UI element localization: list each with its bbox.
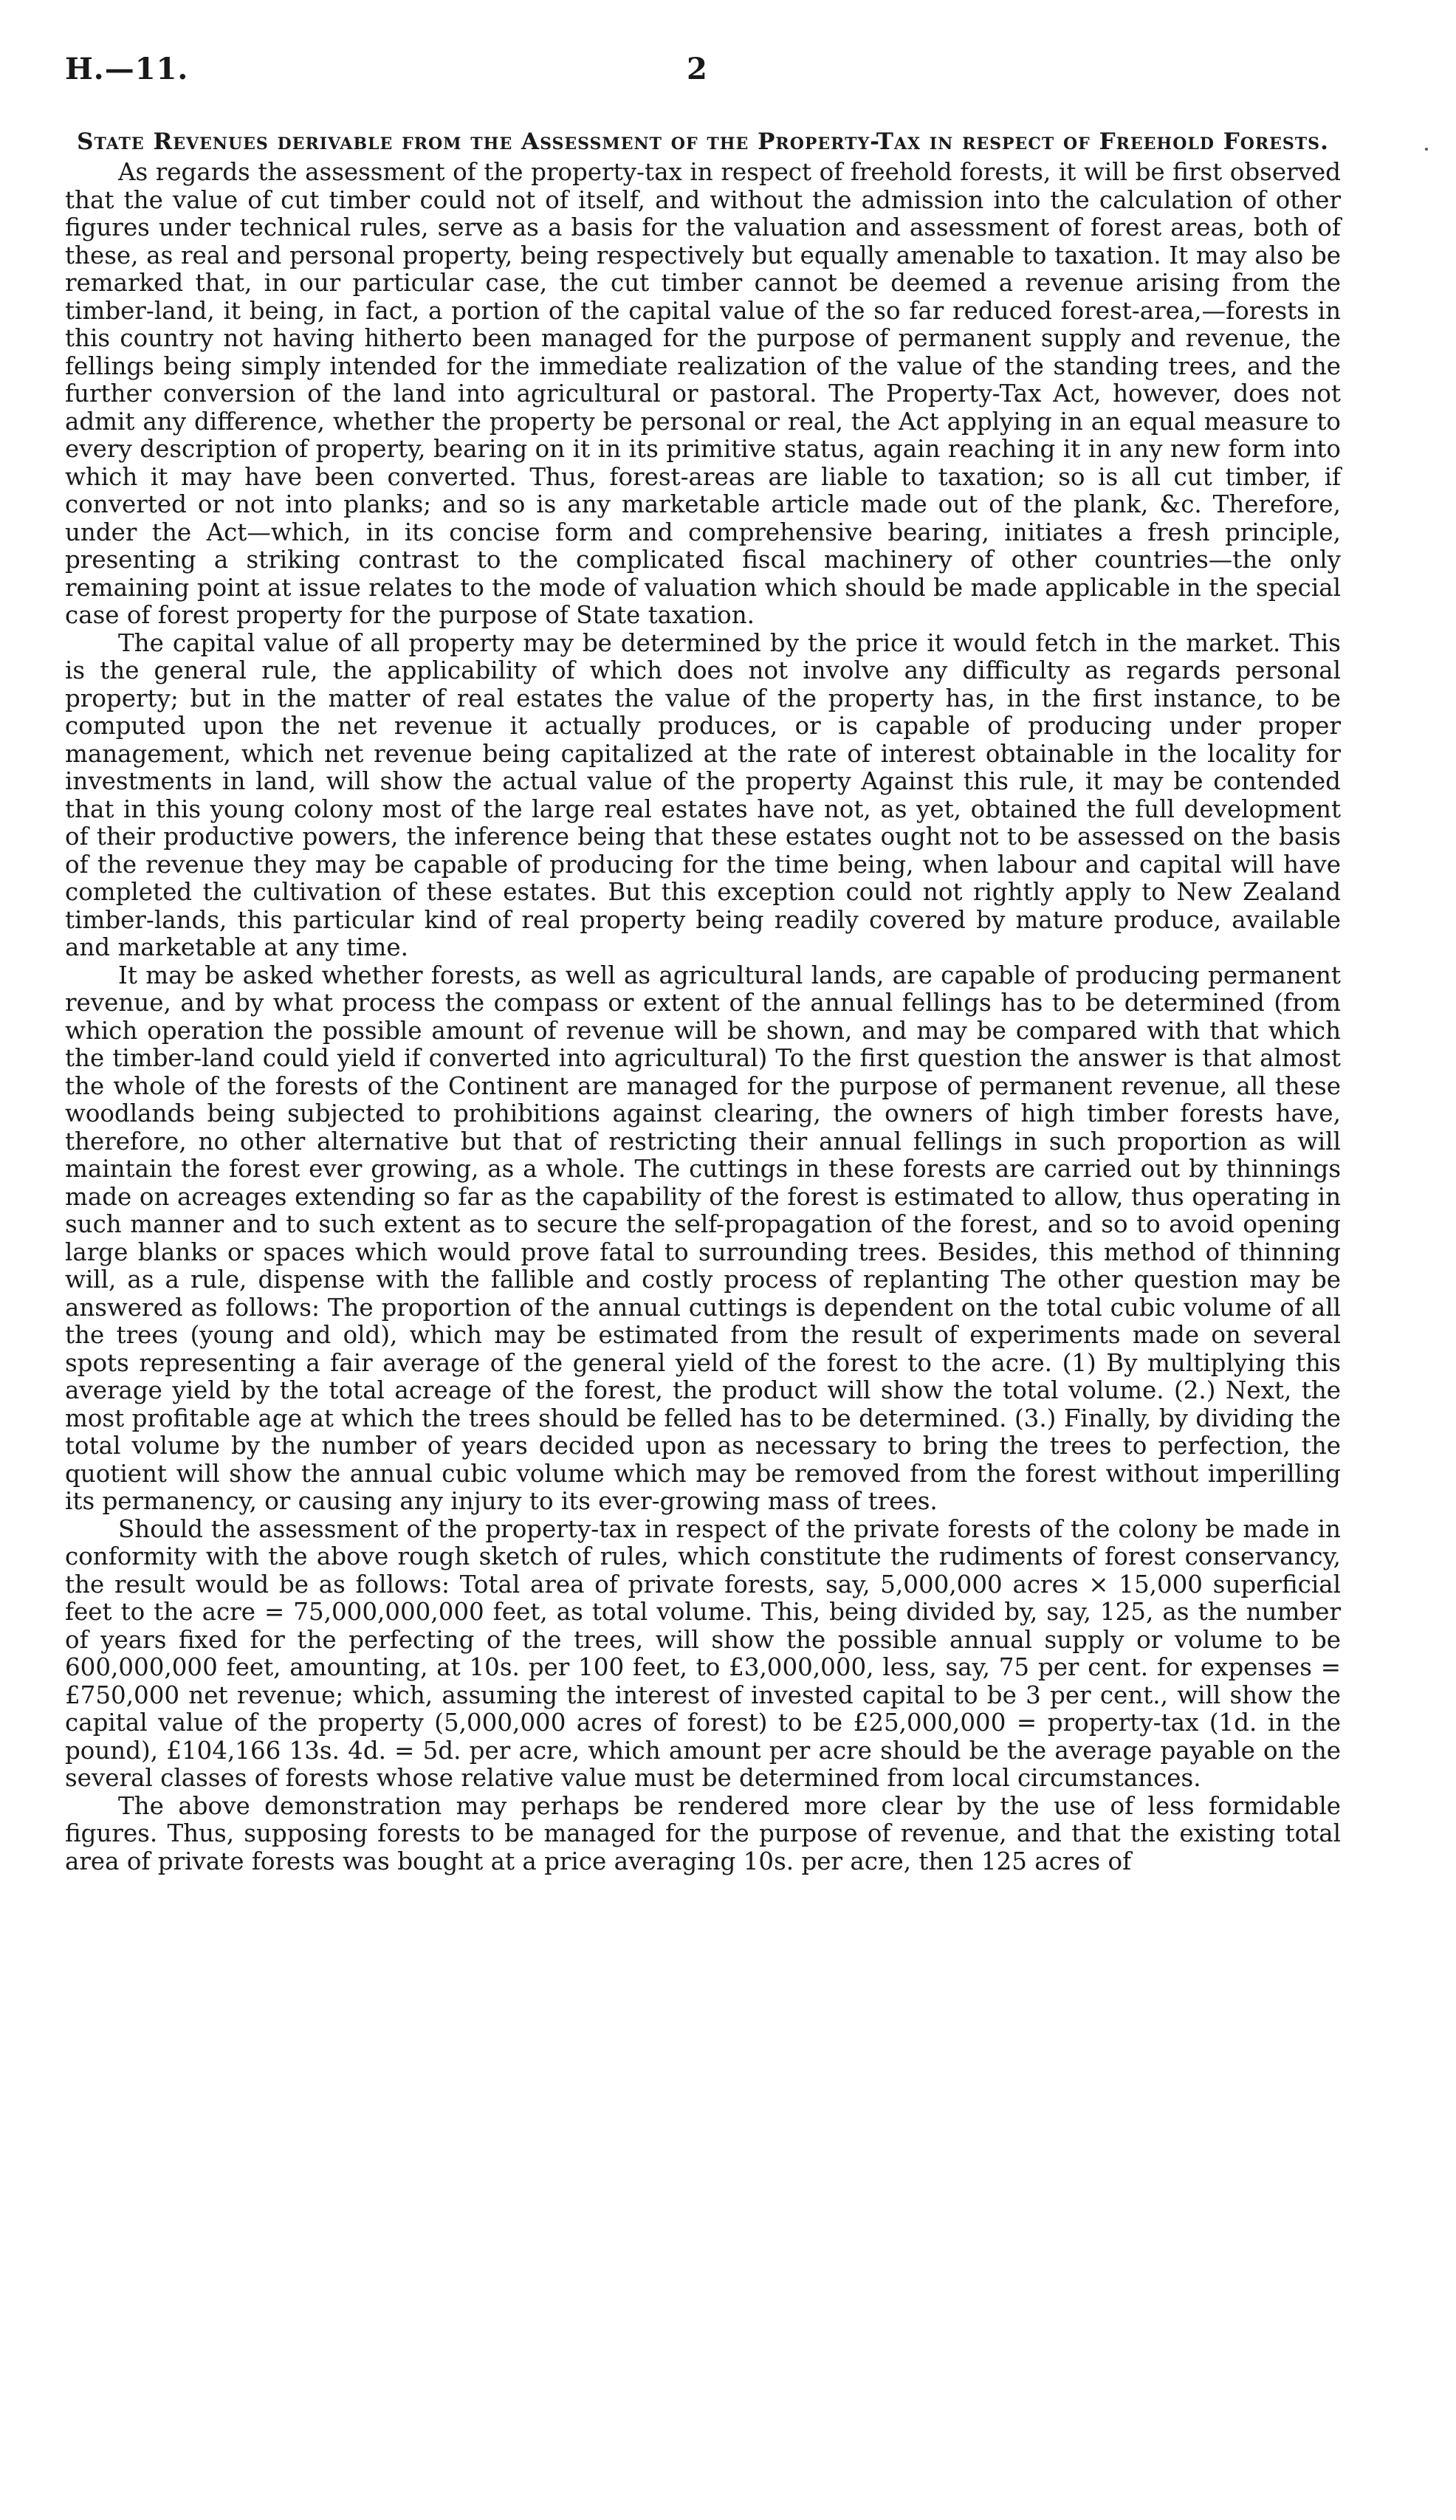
paragraph-1: As regards the assessment of the property-tax in respect of freehold forests, it will be first observed that the value of cut timber could not of itself, and without the admission into the calculation of other figures under technical rules, serve as a basis for the valuation and assessment of forest areas, both of these, as real and personal property, being respectively but equally amenable to taxation. It may also be remarked that, in our particular case, the cut timber cannot be deemed a revenue arising from the timber-land, it being, in fact, a portion of the capital value of the so far reduced forest-area,—forests in this country not having hitherto been managed for the purpose of permanent supply and revenue, the fellings being simply intended for the immediate realization of the value of the standing trees, and the further conversion of the land into agricultural or pastoral. The Property-Tax Act, however, does not admit any difference, whether the property be personal or real, the Act applying in an equal measure to every description of property, bearing on it in its primitive status, again reaching it in any new form into which it may have been converted. Thus, forest-areas are liable to taxation; so is all cut timber, if converted or not into planks; and so is any marketable article made out of the plank, &c. Therefore, under the Act—which, in its concise form and comprehensive bearing, initiates a fresh principle, presenting a striking contrast to the complicated fiscal machinery of other countries—the only remaining point at issue relates to the mode of valuation which should be made applicable in the special case of forest property for the purpose of State taxation. xyxy=(65,158,1341,629)
margin-speck xyxy=(1425,148,1428,151)
document-id: H.—11. xyxy=(65,52,189,86)
running-header xyxy=(65,52,1341,96)
page-number: 2 xyxy=(687,52,707,86)
section-title: State Revenues derivable from the Assessment of the Property-Tax in respect of Freehold Forests. xyxy=(77,128,1329,155)
paragraph-3: It may be asked whether forests, as well as agricultural lands, are capable of producing permanent revenue, and by what process the compass or extent of the annual fellings has to be determined (from which operation the possible amount of revenue will be shown, and may be compared with that which the timber-land could yield if converted into agricultural) To the first question the answer is that almost the whole of the forests of the Continent are managed for the purpose of permanent revenue, all these woodlands being subjected to prohibitions against clearing, the owners of high timber forests have, therefore, no other alternative but that of restricting their annual fellings in such proportion as will maintain the forest ever growing, as a whole. The cuttings in these forests are carried out by thinnings made on acreages extending so far as the capability of the forest is estimated to allow, thus operating in such manner and to such extent as to secure the self-propagation of the forest, and so to avoid opening large blanks or spaces which would prove fatal to surrounding trees. Besides, this method of thinning will, as a rule, dispense with the fallible and costly process of replanting The other question may be answered as follows: The proportion of the annual cuttings is dependent on the total cubic volume of all the trees (young and old), which may be estimated from the result of experiments made on several spots representing a fair average of the general yield of the forest to the acre. (1) By multiplying this average yield by the total acreage of the forest, the product will show the total volume. (2.) Next, the most profitable age at which the trees should be felled has to be determined. (3.) Finally, by dividing the total volume by the number of years decided upon as necessary to bring the trees to perfection, the quotient will show the annual cubic volume which may be removed from the forest without imperilling its permanency, or causing any injury to its ever-growing mass of trees. xyxy=(65,961,1341,1515)
paragraph-2: The capital value of all property may be determined by the price it would fetch in the market. This is the general rule, the applicability of which does not involve any difficulty as regards personal property; but in the matter of real estates the value of the property has, in the first instance, to be computed upon the net revenue it actually produces, or is capable of producing under proper management, which net revenue being capitalized at the rate of interest obtainable in the locality for investments in land, will show the actual value of the property Against this rule, it may be contended that in this young colony most of the large real estates have not, as yet, obtained the full development of their productive powers, the inference being that these estates ought not to be assessed on the basis of the revenue they may be capable of producing for the time being, when labour and capital will have completed the cultivation of these estates. But this exception could not rightly apply to New Zealand timber-lands, this particular kind of real property being readily covered by mature produce, available and marketable at any time. xyxy=(65,628,1341,961)
document-page xyxy=(65,52,1341,1875)
body-text xyxy=(65,159,1341,1875)
paragraph-4: Should the assessment of the property-tax in respect of the private forests of the colony be made in conformity with the above rough sketch of rules, which constitute the rudiments of forest conservancy, the result would be as follows: Total area of private forests, say, 5,000,000 acres × 15,000 superficial feet to the acre = 75,000,000,000 feet, as total volume. This, being divided by, say, 125, as the number of years fixed for the perfecting of the trees, will show the possible annual supply or volume to be 600,000,000 feet, amounting, at 10s. per 100 feet, to £3,000,000, less, say, 75 per cent. for expenses = £750,000 net revenue; which, assuming the interest of invested capital to be 3 per cent., will show the capital value of the property (5,000,000 acres of forest) to be £25,000,000 = property-tax (1d. in the pound), £104,166 13s. 4d. = 5d. per acre, which amount per acre should be the average payable on the several classes of forests whose relative value must be determined from local circumstances. xyxy=(65,1514,1341,1792)
paragraph-5: The above demonstration may perhaps be rendered more clear by the use of less formidable figures. Thus, supposing forests to be managed for the purpose of revenue, and that the existing total area of private forests was bought at a price averaging 10s. per acre, then 125 acres of xyxy=(65,1791,1341,1875)
